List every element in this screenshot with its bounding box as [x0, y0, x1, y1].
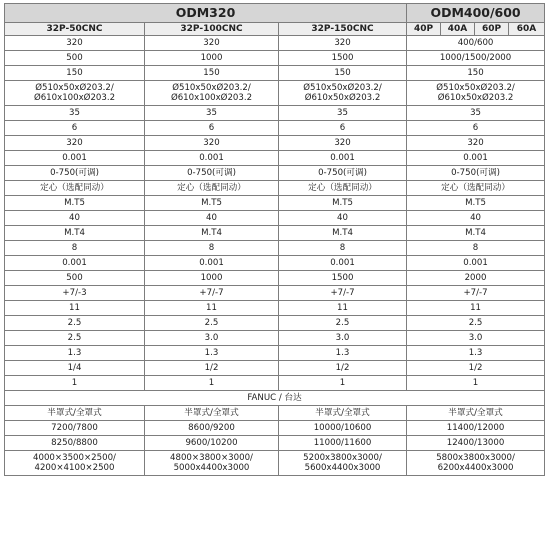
table-cell	[145, 151, 279, 166]
table-cell	[5, 286, 145, 301]
cell-line: Ø610x50xØ203.2	[304, 93, 381, 103]
table-row	[5, 106, 545, 121]
cell-line: 1	[71, 378, 78, 388]
cell-line: 0.001	[199, 258, 224, 268]
cell-line: 40	[69, 213, 80, 223]
table-cell	[5, 51, 145, 66]
table-cell	[279, 211, 407, 226]
cell-line: 11	[337, 303, 348, 313]
table-cell	[5, 271, 145, 286]
table-cell	[5, 81, 145, 106]
table-row	[5, 376, 545, 391]
cell-line: M.T5	[64, 198, 85, 208]
table-cell	[145, 301, 279, 316]
cell-line: Ø610x100xØ203.2	[170, 93, 253, 103]
cell-line: Ø510x50xØ203.2/	[172, 83, 251, 93]
table-cell	[407, 66, 545, 81]
cell-line: M.T5	[332, 198, 353, 208]
cell-line: 40	[206, 213, 217, 223]
model-header-row	[5, 23, 545, 36]
table-cell	[407, 436, 545, 451]
table-row	[5, 301, 545, 316]
cell-line: FANUC / 台达	[247, 393, 302, 403]
table-cell	[407, 406, 545, 421]
table-cell	[407, 166, 545, 181]
table-cell	[5, 406, 145, 421]
table-cell	[145, 211, 279, 226]
cell-line: 4000×3500×2500/	[33, 453, 116, 463]
table-cell	[5, 436, 145, 451]
cell-line: 5800x3800x3000/	[436, 453, 515, 463]
cell-line: 150	[66, 68, 83, 78]
cell-line: 定心（选配同动）	[308, 183, 377, 193]
cell-line: 320	[467, 138, 484, 148]
cell-line: 11400/12000	[446, 423, 505, 433]
table-cell	[279, 301, 407, 316]
table-row	[5, 331, 545, 346]
cell-line: 500	[66, 273, 83, 283]
table-cell	[279, 106, 407, 121]
cell-line: 320	[334, 38, 351, 48]
cell-line: 2000	[464, 273, 487, 283]
table-cell	[5, 166, 145, 181]
cell-line: 11000/11600	[313, 438, 372, 448]
table-row	[5, 361, 545, 376]
cell-line: 半罩式/全罩式	[47, 408, 102, 418]
table-cell	[279, 166, 407, 181]
table-row	[5, 391, 545, 406]
table-cell	[5, 256, 145, 271]
table-cell	[407, 136, 545, 151]
table-cell	[407, 226, 545, 241]
table-row	[5, 211, 545, 226]
table-cell	[407, 121, 545, 136]
table-cell	[5, 301, 145, 316]
table-cell	[145, 106, 279, 121]
model-60a: 60A	[509, 23, 545, 36]
cell-line: 2.5	[204, 318, 219, 328]
cell-line: M.T4	[465, 228, 486, 238]
cell-line: 4200×4100×2500	[34, 463, 115, 473]
cell-line: 1.3	[204, 348, 219, 358]
model-40p: 40P	[407, 23, 441, 36]
cell-line: 定心（选配同动）	[177, 183, 246, 193]
cell-line: M.T4	[332, 228, 353, 238]
cell-line: M.T5	[201, 198, 222, 208]
table-cell	[279, 151, 407, 166]
table-cell	[145, 316, 279, 331]
table-row	[5, 421, 545, 436]
table-cell	[5, 226, 145, 241]
table-row	[5, 36, 545, 51]
cell-line: 1/2	[335, 363, 350, 373]
cell-line: 0.001	[199, 153, 224, 163]
table-cell	[407, 241, 545, 256]
table-row	[5, 51, 545, 66]
cell-line: 320	[66, 38, 83, 48]
table-cell	[145, 361, 279, 376]
table-cell	[279, 271, 407, 286]
table-cell	[407, 211, 545, 226]
cell-line: 40	[337, 213, 348, 223]
table-cell	[279, 226, 407, 241]
table-row	[5, 256, 545, 271]
cell-line: 0-750(可调)	[318, 168, 367, 178]
cell-line: 2.5	[335, 318, 350, 328]
table-cell	[407, 376, 545, 391]
cell-line: 6	[472, 123, 479, 133]
table-cell	[279, 81, 407, 106]
cell-line: +7/-7	[463, 288, 488, 298]
table-cell	[279, 331, 407, 346]
table-cell	[279, 241, 407, 256]
table-row	[5, 66, 545, 81]
group-odm320: ODM320	[5, 4, 407, 23]
table-cell	[407, 331, 545, 346]
cell-line: 半罩式/全罩式	[315, 408, 370, 418]
cell-line: 0-750(可调)	[187, 168, 236, 178]
cell-line: M.T5	[465, 198, 486, 208]
table-cell	[407, 346, 545, 361]
table-cell	[279, 406, 407, 421]
cell-line: 3.0	[335, 333, 350, 343]
cell-line: 150	[203, 68, 220, 78]
cell-line: 5600x4400x3000	[304, 463, 381, 473]
table-cell	[145, 241, 279, 256]
table-cell	[5, 151, 145, 166]
cell-line: 320	[334, 138, 351, 148]
table-cell	[407, 151, 545, 166]
cell-line: 10000/10600	[313, 423, 372, 433]
group-odm400-600: ODM400/600	[407, 4, 545, 23]
cell-line: 7200/7800	[51, 423, 98, 433]
table-cell	[5, 136, 145, 151]
cell-line: 5000x4400x3000	[173, 463, 250, 473]
table-row	[5, 181, 545, 196]
cell-line: 320	[203, 138, 220, 148]
cell-line: 1.3	[67, 348, 82, 358]
table-cell	[407, 196, 545, 211]
cell-line: 1.3	[335, 348, 350, 358]
table-cell	[279, 361, 407, 376]
table-cell	[279, 286, 407, 301]
cell-line: 8	[472, 243, 479, 253]
table-cell	[145, 271, 279, 286]
cell-line: +7/-7	[330, 288, 355, 298]
table-cell	[407, 51, 545, 66]
table-row	[5, 121, 545, 136]
cell-line: 3.0	[204, 333, 219, 343]
cell-line: 1	[208, 378, 215, 388]
table-cell	[145, 286, 279, 301]
table-cell	[279, 51, 407, 66]
spec-body	[5, 36, 545, 476]
table-cell	[145, 376, 279, 391]
table-cell	[145, 121, 279, 136]
cell-line: 2.5	[67, 333, 82, 343]
cell-line: Ø510x50xØ203.2/	[436, 83, 515, 93]
table-cell	[145, 136, 279, 151]
cell-line: 2.5	[67, 318, 82, 328]
table-cell	[279, 121, 407, 136]
cell-line: 定心（选配同动）	[441, 183, 510, 193]
table-cell	[5, 121, 145, 136]
table-cell	[407, 36, 545, 51]
cell-line: 1000/1500/2000	[439, 53, 512, 63]
table-cell	[279, 36, 407, 51]
model-40a: 40A	[441, 23, 475, 36]
cell-line: 5200x3800x3000/	[303, 453, 382, 463]
cell-line: 6	[208, 123, 215, 133]
cell-line: +7/-3	[62, 288, 87, 298]
table-cell	[279, 196, 407, 211]
cell-line: 3.0	[468, 333, 483, 343]
table-cell	[145, 346, 279, 361]
table-row	[5, 346, 545, 361]
cell-line: 1/4	[67, 363, 82, 373]
cell-line: 8250/8800	[51, 438, 98, 448]
table-cell	[407, 286, 545, 301]
table-cell	[407, 316, 545, 331]
table-cell	[145, 196, 279, 211]
cell-line: 1.3	[468, 348, 483, 358]
table-cell	[279, 136, 407, 151]
cell-line: 0.001	[62, 153, 87, 163]
cell-line: 35	[206, 108, 217, 118]
table-cell	[279, 376, 407, 391]
table-row	[5, 136, 545, 151]
table-cell	[145, 421, 279, 436]
table-row	[5, 436, 545, 451]
cell-line: 1	[472, 378, 479, 388]
cell-line: 0.001	[330, 258, 355, 268]
table-cell	[5, 106, 145, 121]
table-row	[5, 241, 545, 256]
table-cell	[145, 51, 279, 66]
cell-line: 8	[71, 243, 78, 253]
cell-line: 35	[470, 108, 481, 118]
cell-line: 8	[339, 243, 346, 253]
cell-line: 6200x4400x3000	[437, 463, 514, 473]
cell-line: 定心（选配同动）	[40, 183, 109, 193]
table-cell	[5, 361, 145, 376]
table-cell	[279, 181, 407, 196]
cell-line: 0.001	[463, 153, 488, 163]
table-cell	[5, 211, 145, 226]
table-cell	[407, 301, 545, 316]
cell-line: 11	[470, 303, 481, 313]
table-row	[5, 81, 545, 106]
model-32p-100cnc: 32P-100CNC	[145, 23, 279, 36]
group-header-row	[5, 4, 545, 23]
table-cell	[279, 436, 407, 451]
cell-line: 0-750(可调)	[50, 168, 99, 178]
table-row	[5, 166, 545, 181]
cell-line: 40	[470, 213, 481, 223]
cell-line: 8600/9200	[188, 423, 235, 433]
cell-line: 320	[203, 38, 220, 48]
table-cell	[5, 36, 145, 51]
table-cell	[407, 451, 545, 476]
table-row	[5, 226, 545, 241]
cell-line: 1	[339, 378, 346, 388]
table-cell	[5, 421, 145, 436]
table-cell	[279, 66, 407, 81]
model-60p: 60P	[475, 23, 509, 36]
table-cell	[407, 256, 545, 271]
table-cell	[5, 451, 145, 476]
cell-line: 4800×3800×3000/	[170, 453, 253, 463]
table-cell	[5, 331, 145, 346]
table-row	[5, 196, 545, 211]
table-cell	[5, 196, 145, 211]
table-cell	[145, 331, 279, 346]
cell-line: 400/600	[457, 38, 494, 48]
table-row	[5, 151, 545, 166]
merged-cell	[5, 391, 545, 406]
table-cell	[407, 81, 545, 106]
cell-line: Ø510x50xØ203.2/	[303, 83, 382, 93]
cell-line: 9600/10200	[185, 438, 238, 448]
cell-line: 1/2	[204, 363, 219, 373]
table-cell	[279, 346, 407, 361]
cell-line: 500	[66, 53, 83, 63]
table-cell	[145, 66, 279, 81]
cell-line: 35	[69, 108, 80, 118]
cell-line: 0-750(可调)	[451, 168, 500, 178]
table-cell	[407, 421, 545, 436]
model-32p-150cnc: 32P-150CNC	[279, 23, 407, 36]
table-cell	[145, 436, 279, 451]
cell-line: M.T4	[64, 228, 85, 238]
cell-line: 150	[467, 68, 484, 78]
cell-line: Ø610x100xØ203.2	[33, 93, 116, 103]
table-cell	[279, 256, 407, 271]
table-row	[5, 316, 545, 331]
cell-line: 半罩式/全罩式	[448, 408, 503, 418]
spec-table	[4, 3, 545, 476]
table-cell	[5, 316, 145, 331]
cell-line: 12400/13000	[446, 438, 505, 448]
cell-line: 8	[208, 243, 215, 253]
cell-line: Ø610x50xØ203.2	[437, 93, 514, 103]
table-cell	[5, 181, 145, 196]
cell-line: +7/-7	[199, 288, 224, 298]
table-cell	[145, 181, 279, 196]
cell-line: Ø510x50xØ203.2/	[35, 83, 114, 93]
cell-line: 1500	[331, 53, 354, 63]
cell-line: 1/2	[468, 363, 483, 373]
cell-line: 1000	[200, 273, 223, 283]
cell-line: 0.001	[463, 258, 488, 268]
model-32p-50cnc: 32P-50CNC	[5, 23, 145, 36]
cell-line: 11	[206, 303, 217, 313]
cell-line: 11	[69, 303, 80, 313]
table-cell	[407, 271, 545, 286]
table-row	[5, 406, 545, 421]
table-cell	[279, 421, 407, 436]
cell-line: 35	[337, 108, 348, 118]
table-cell	[145, 406, 279, 421]
table-cell	[145, 226, 279, 241]
table-row	[5, 286, 545, 301]
table-row	[5, 271, 545, 286]
table-cell	[5, 376, 145, 391]
cell-line: 0.001	[62, 258, 87, 268]
table-cell	[145, 166, 279, 181]
table-cell	[5, 241, 145, 256]
cell-line: 2.5	[468, 318, 483, 328]
cell-line: 半罩式/全罩式	[184, 408, 239, 418]
table-cell	[407, 106, 545, 121]
cell-line: M.T4	[201, 228, 222, 238]
table-cell	[279, 451, 407, 476]
table-cell	[279, 316, 407, 331]
table-row	[5, 451, 545, 476]
table-cell	[407, 181, 545, 196]
cell-line: 1000	[200, 53, 223, 63]
cell-line: 6	[339, 123, 346, 133]
table-cell	[145, 81, 279, 106]
table-cell	[407, 361, 545, 376]
table-cell	[5, 346, 145, 361]
table-cell	[145, 451, 279, 476]
cell-line: 0.001	[330, 153, 355, 163]
table-cell	[145, 256, 279, 271]
table-cell	[145, 36, 279, 51]
cell-line: 150	[334, 68, 351, 78]
cell-line: 320	[66, 138, 83, 148]
cell-line: 6	[71, 123, 78, 133]
table-cell	[5, 66, 145, 81]
cell-line: 1500	[331, 273, 354, 283]
